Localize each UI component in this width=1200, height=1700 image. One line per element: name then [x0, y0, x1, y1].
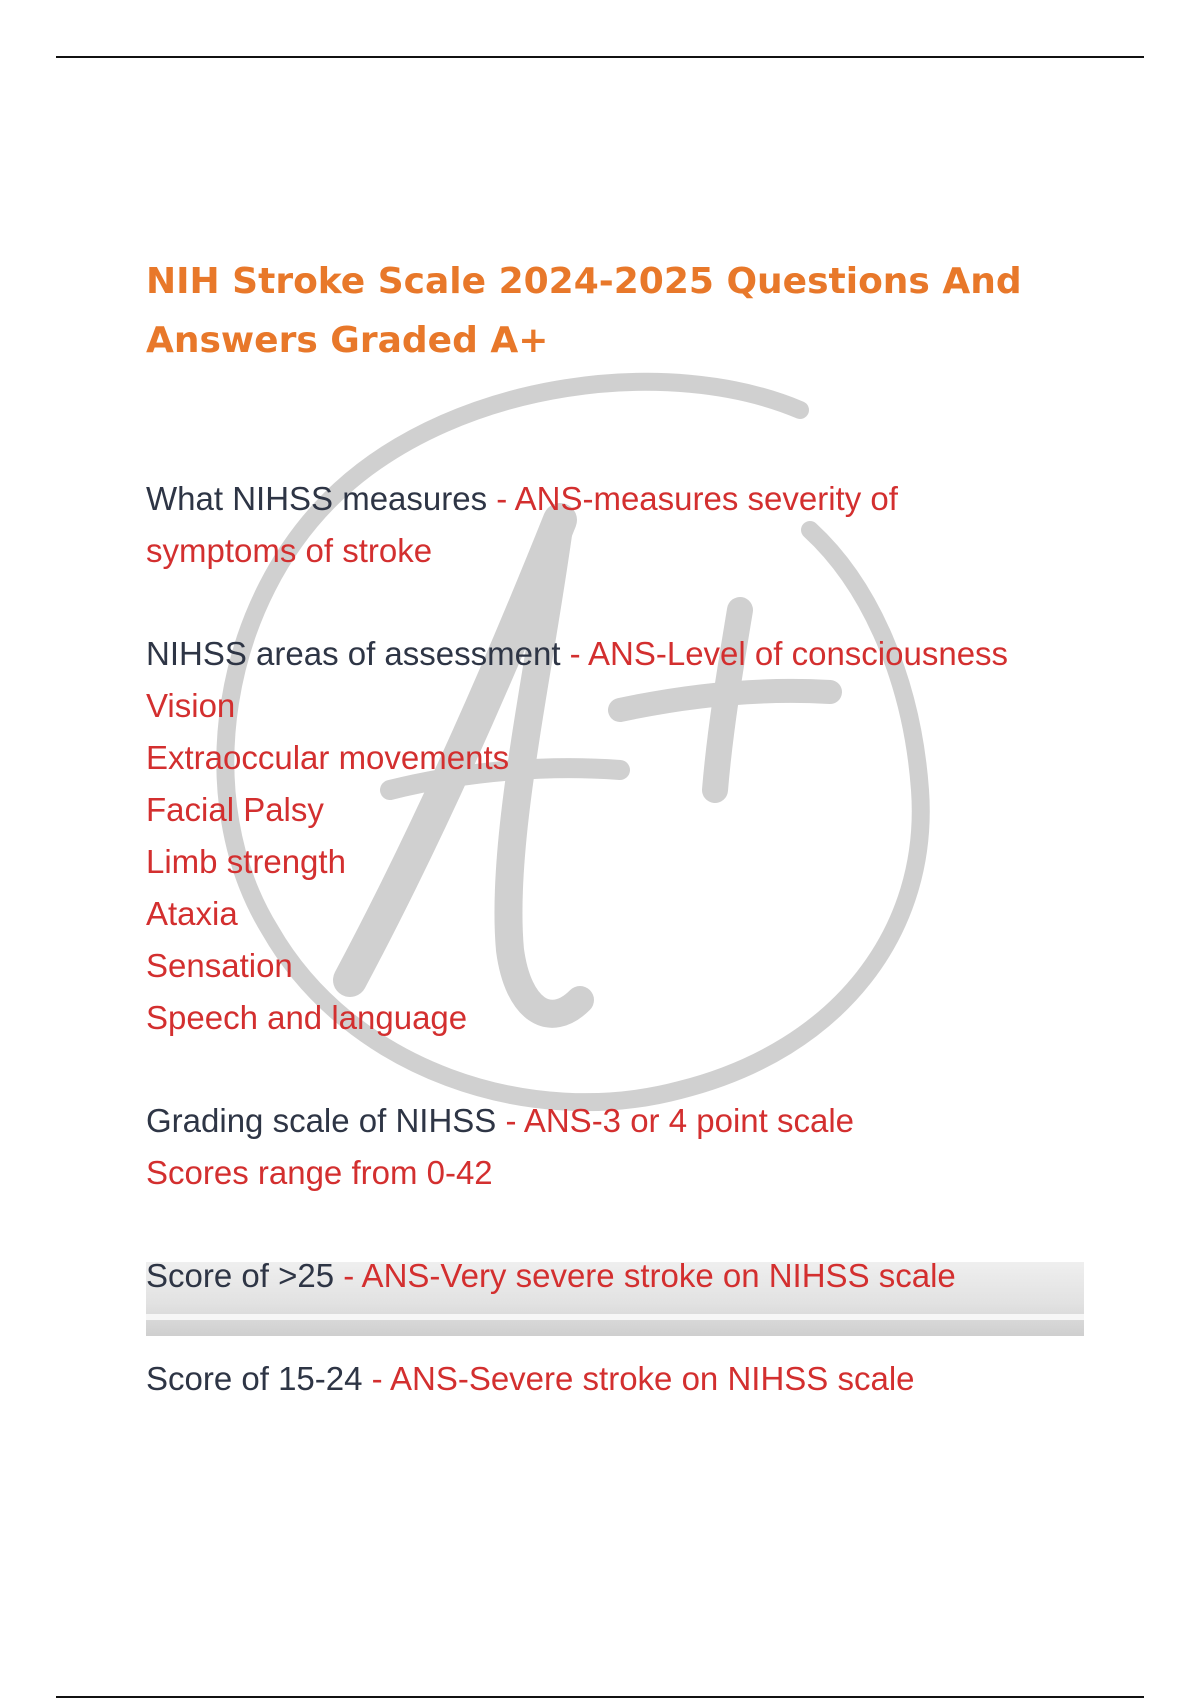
answer-text: - ANS-Severe stroke on NIHSS scale — [371, 1360, 915, 1397]
answer-text: Scores range from 0-42 — [146, 1154, 493, 1191]
answer-text: Speech and language — [146, 999, 468, 1036]
answer-text: Facial Palsy — [146, 791, 324, 828]
spacer — [146, 1199, 1086, 1250]
spacer — [146, 1044, 1086, 1095]
spacer — [146, 577, 1086, 628]
answer-text: Ataxia — [146, 895, 238, 932]
question-text: Grading scale of NIHSS — [146, 1102, 497, 1139]
spacer — [146, 1302, 1086, 1353]
answer-text: Extraoccular movements — [146, 739, 510, 776]
qa-item — [146, 473, 1086, 577]
question-text: NIHSS areas of assessment — [146, 635, 561, 672]
qa-item — [146, 1095, 1086, 1199]
answer-text: - ANS-Level of consciousness — [569, 635, 1009, 672]
qa-item — [146, 1250, 1086, 1302]
answer-text: - ANS-3 or 4 point scale — [505, 1102, 854, 1139]
question-text: Score of >25 — [146, 1257, 335, 1294]
bottom-rule — [56, 1696, 1144, 1698]
answer-text: Limb strength — [146, 843, 346, 880]
document-title: NIH Stroke Scale 2024-2025 Questions And Answers Graded A+ — [146, 261, 1022, 361]
answer-text: - ANS-measures severity of — [496, 480, 898, 517]
question-text: What NIHSS measures — [146, 480, 488, 517]
answer-text: Sensation — [146, 947, 293, 984]
qa-item — [146, 628, 1086, 1044]
answer-text: - ANS-Very severe stroke on NIHSS scale — [343, 1257, 956, 1294]
answer-text: Vision — [146, 687, 236, 724]
qa-list — [146, 473, 1086, 1405]
answer-text: symptoms of stroke — [146, 532, 433, 569]
top-rule — [56, 56, 1144, 58]
qa-item — [146, 1353, 1086, 1405]
question-text: Score of 15-24 — [146, 1360, 363, 1397]
